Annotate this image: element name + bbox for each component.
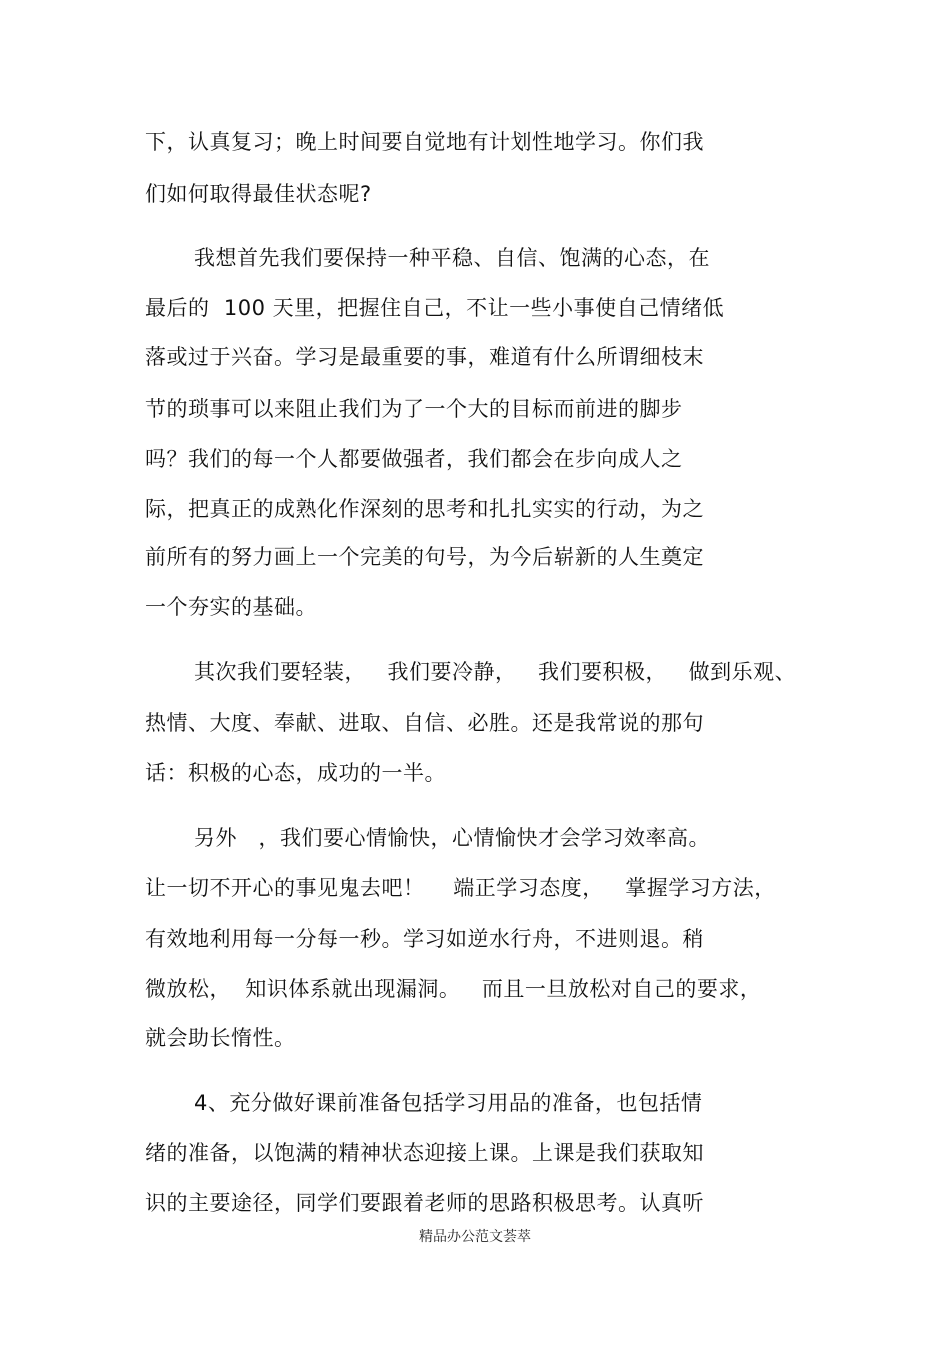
text-line: 下，认真复习；晚上时间要自觉地有计划性地学习。你们我 [145, 130, 704, 154]
text-line: 最后的 100 天里，把握住自己，不让一些小事使自己情绪低 [145, 296, 725, 320]
text-line: 吗？我们的每一个人都要做强者，我们都会在步向成人之 [145, 447, 683, 471]
text-line: 们如何取得最佳状态呢? [145, 182, 372, 206]
text-line: 落或过于兴奋。学习是最重要的事，难道有什么所谓细枝末 [145, 345, 704, 369]
text-line: 际，把真正的成熟化作深刻的思考和扎扎实实的行动，为之 [145, 497, 704, 521]
text-line: 节的琐事可以来阻止我们为了一个大的目标而前进的脚步 [145, 397, 683, 421]
text-line: 一个夯实的基础。 [145, 595, 317, 619]
text-line: 微放松， 知识体系就出现漏洞。 而且一旦放松对自己的要求， [145, 977, 762, 1001]
text-line: 前所有的努力画上一个完美的句号，为今后崭新的人生奠定 [145, 545, 704, 569]
paragraph-first-line: 另外 ，我们要心情愉快，心情愉快才会学习效率高。 [194, 826, 711, 850]
text-line: 热情、大度、奉献、进取、自信、必胜。还是我常说的那句 [145, 711, 704, 735]
text-line: 有效地利用每一分每一秒。学习如逆水行舟，不进则退。稍 [145, 927, 704, 951]
text-line: 识的主要途径，同学们要跟着老师的思路积极思考。认真听 [145, 1191, 704, 1215]
text-line: 话：积极的心态，成功的一半。 [145, 761, 446, 785]
paragraph-first-line: 我想首先我们要保持一种平稳、自信、饱满的心态，在 [194, 246, 710, 270]
paragraph-first-line: 其次我们要轻装， 我们要冷静， 我们要积极， 做到乐观、 [194, 660, 797, 684]
text-line: 绪的准备，以饱满的精神状态迎接上课。上课是我们获取知 [145, 1141, 704, 1165]
page-footer: 精品办公范文荟萃 [419, 1229, 531, 1245]
paragraph-first-line: 4、充分做好课前准备包括学习用品的准备，也包括情 [194, 1091, 703, 1115]
text-line: 就会助长惰性。 [145, 1026, 296, 1050]
text-line: 让一切不开心的事见鬼去吧！ 端正学习态度， 掌握学习方法， [145, 876, 776, 900]
